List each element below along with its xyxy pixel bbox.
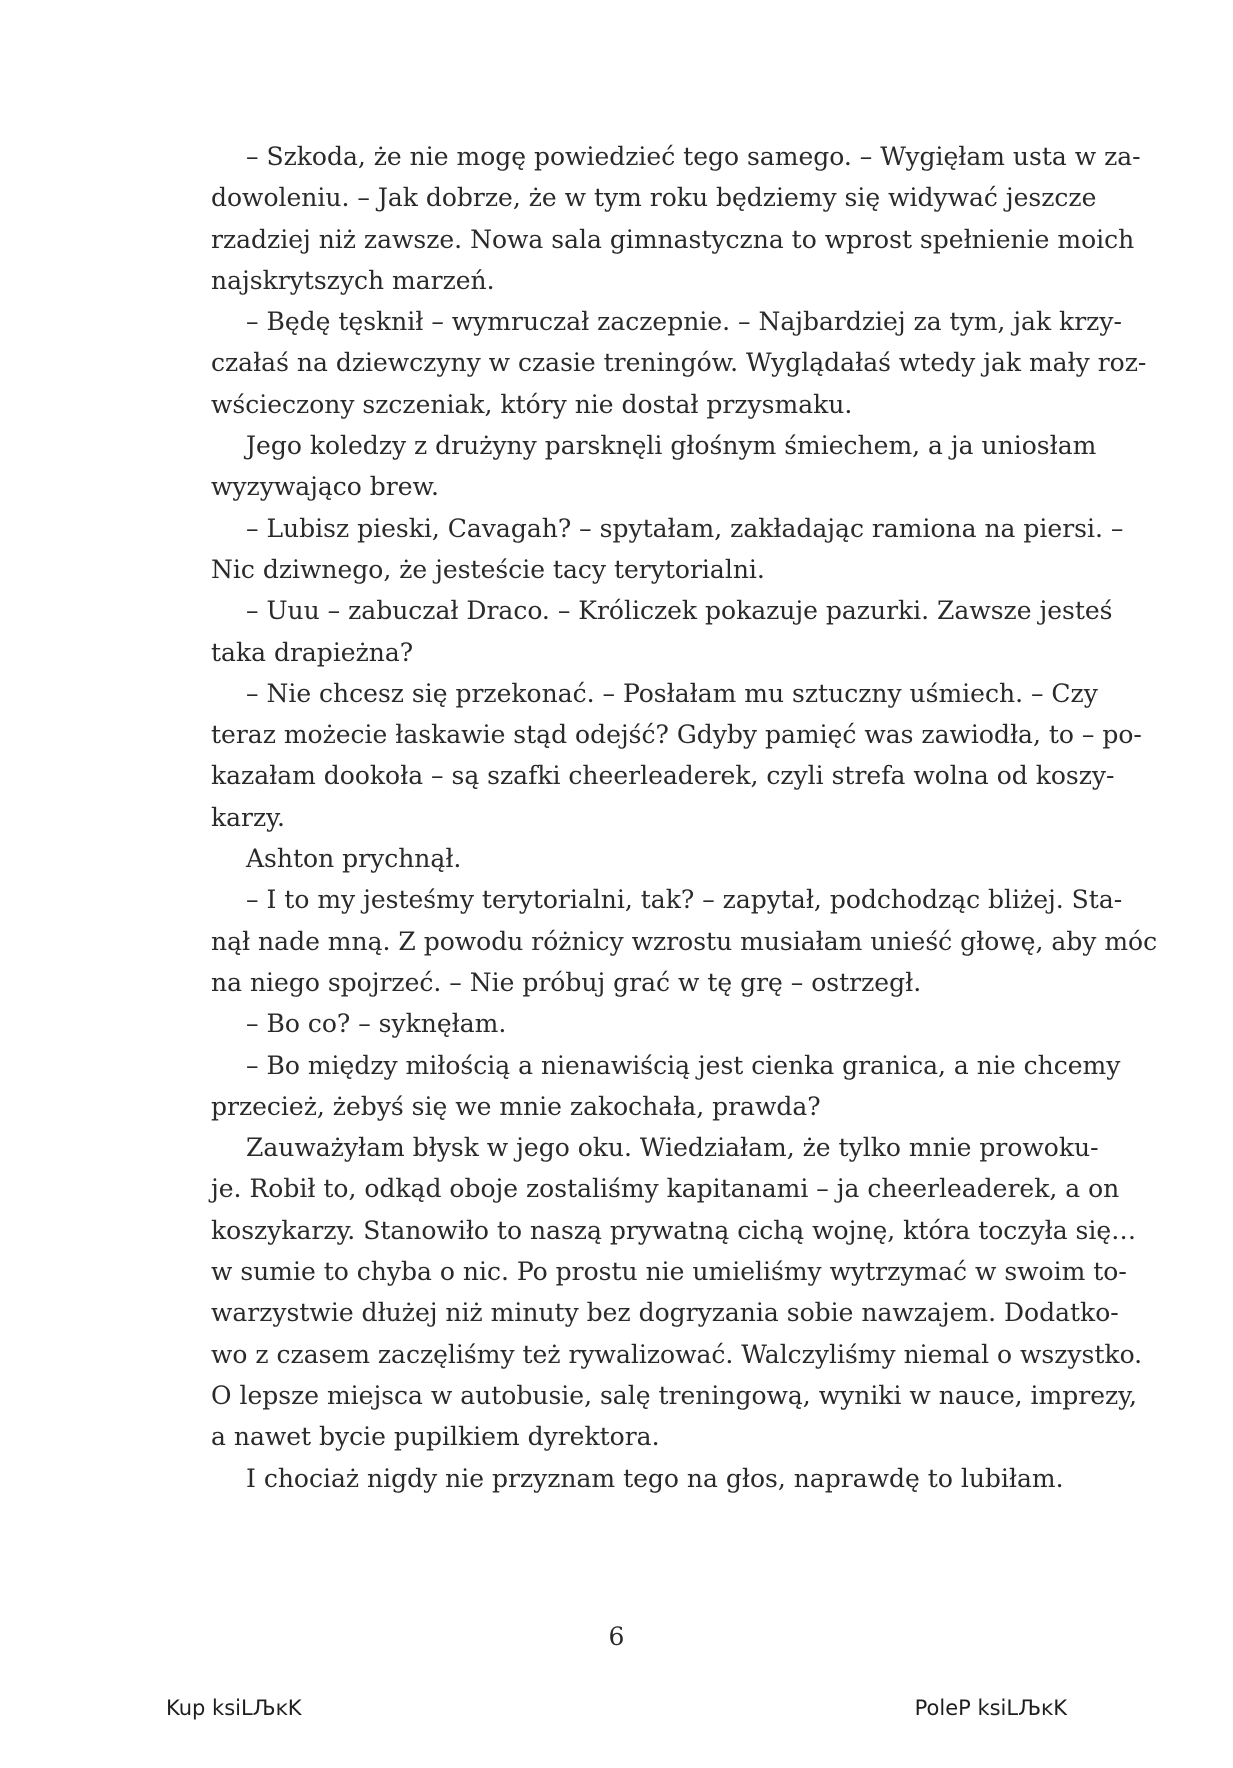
page-number: 6 <box>608 1622 625 1651</box>
paragraph <box>176 136 1141 301</box>
paragraph <box>176 1003 1023 1044</box>
text-line: teraz możecie łaskawie stąd odejść? Gdyby pamięć was zawiodła, to – po- <box>211 720 1142 750</box>
text-line: nął nade mną. Z powodu różnicy wzrostu musiałam unieść głowę, aby móc <box>211 926 1158 956</box>
recommend-book-link[interactable]: PoleP ksiLЉĸK <box>914 1696 1067 1720</box>
text-line: dowoleniu. – Jak dobrze, że w tym roku będziemy się widywać jeszcze <box>211 183 1097 213</box>
text-line: Nic dziwnego, że jesteście tacy terytorialni. <box>211 554 765 584</box>
buy-book-link[interactable]: Kup ksiLЉĸK <box>166 1696 302 1720</box>
paragraph <box>176 301 1147 425</box>
text-line: koszykarzy. Stanowiło to naszą prywatną cichą wojnę, która toczyła się… <box>211 1215 1137 1245</box>
text-line: wo z czasem zaczęliśmy też rywalizować. Walczyliśmy niemal o wszystko. <box>211 1339 1143 1369</box>
text-line: I chociaż nigdy nie przyznam tego na głos, naprawdę to lubiłam. <box>246 1463 1064 1493</box>
text-line: taka drapieżna? <box>211 637 414 667</box>
paragraph <box>176 1127 1143 1457</box>
paragraph <box>176 879 1158 1003</box>
text-line: czałaś na dziewczyny w czasie treningów. Wyglądałaś wtedy jak mały roz- <box>211 348 1147 378</box>
text-line: – Nie chcesz się przekonać. – Posłałam mu sztuczny uśmiech. – Czy <box>246 678 1098 708</box>
text-line: a nawet bycie pupilkiem dyrektora. <box>211 1422 660 1452</box>
paragraph <box>176 590 1113 673</box>
text-line: warzystwie dłużej niż minuty bez dogryzania sobie nawzajem. Dodatko- <box>211 1298 1119 1328</box>
text-line: wyzywająco brew. <box>211 472 439 502</box>
paragraph <box>176 1045 1121 1128</box>
text-line: – Bo między miłością a nienawiścią jest cienka granica, a nie chcemy <box>246 1050 1121 1080</box>
text-line: rzadziej niż zawsze. Nowa sala gimnastyczna to wprost spełnienie moich <box>211 224 1135 254</box>
text-line: Jego koledzy z drużyny parsknęli głośnym śmiechem, a ja uniosłam <box>246 431 1097 461</box>
text-line: – Będę tęsknił – wymruczał zaczepnie. – Najbardziej za tym, jak krzy- <box>246 307 1122 337</box>
text-line: – Szkoda, że nie mogę powiedzieć tego samego. – Wygięłam usta w za- <box>246 142 1141 171</box>
text-line: kazałam dookoła – są szafki cheerleaderek, czyli strefa wolna od koszy- <box>211 761 1115 791</box>
text-line: w sumie to chyba o nic. Po prostu nie umieliśmy wytrzymać w swoim to- <box>211 1257 1127 1287</box>
paragraph <box>176 1458 1064 1499</box>
text-line: O lepsze miejsca w autobusie, salę treningową, wyniki w nauce, imprezy, <box>211 1380 1137 1410</box>
text-line: najskrytszych marzeń. <box>211 265 495 295</box>
text-line: wścieczony szczeniak, który nie dostał przysmaku. <box>211 389 853 419</box>
text-line: karzy. <box>211 802 285 832</box>
paragraph <box>176 508 1124 591</box>
text-line: – Bo co? – syknęłam. <box>246 1009 507 1039</box>
text-line: Ashton prychnął. <box>246 844 462 874</box>
text-line: – Lubisz pieski, Cavagah? – spytałam, zakładając ramiona na piersi. – <box>246 513 1124 543</box>
paragraph <box>176 673 1142 838</box>
paragraph <box>176 425 1097 508</box>
text-line: je. Robił to, odkąd oboje zostaliśmy kapitanami – ja cheerleaderek, a on <box>211 1174 1120 1204</box>
text-line: przecież, żebyś się we mnie zakochała, prawda? <box>211 1091 821 1121</box>
body-text <box>176 136 1158 1499</box>
text-line: Zauważyłam błysk w jego oku. Wiedziałam, że tylko mnie prowoku- <box>246 1133 1099 1163</box>
paragraph <box>176 838 1023 879</box>
text-line: – Uuu – zabuczał Draco. – Króliczek pokazuje pazurki. Zawsze jesteś <box>246 596 1113 626</box>
text-line: – I to my jesteśmy terytorialni, tak? – zapytał, podchodząc bliżej. Sta- <box>246 885 1123 915</box>
text-line: na niego spojrzeć. – Nie próbuj grać w tę grę – ostrzegł. <box>211 967 922 997</box>
